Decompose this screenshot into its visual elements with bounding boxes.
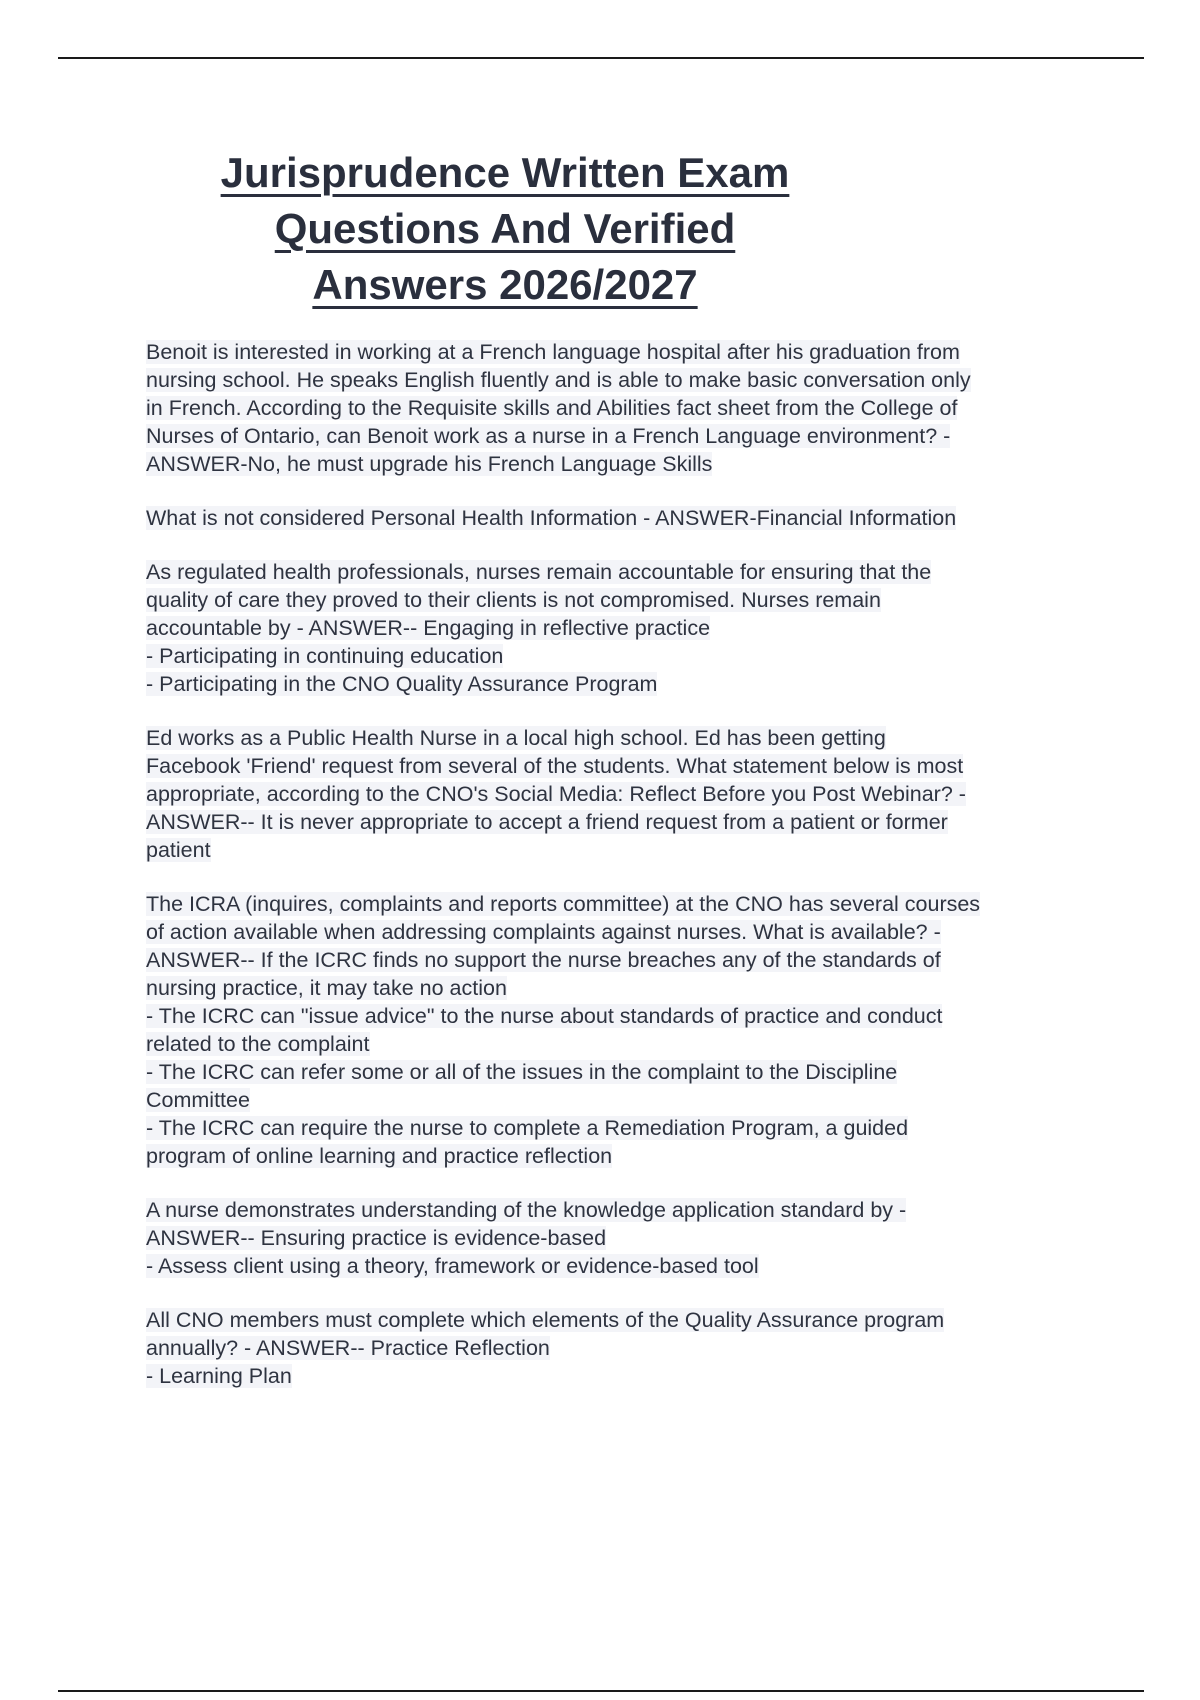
qa-item xyxy=(146,1196,1096,1280)
bottom-rule xyxy=(58,1690,1144,1692)
text-line: - The ICRC can "issue advice" to the nurse about standards of practice and conduct xyxy=(146,1004,943,1028)
text-line: ANSWER-No, he must upgrade his French Language Skills xyxy=(146,452,713,476)
text-line: ANSWER-- It is never appropriate to accept a friend request from a patient or former xyxy=(146,810,948,834)
text-line: As regulated health professionals, nurses remain accountable for ensuring that the xyxy=(146,560,932,584)
text-line: of action available when addressing complaints against nurses. What is available? - xyxy=(146,920,941,944)
text-line: related to the complaint xyxy=(146,1032,370,1056)
text-line: appropriate, according to the CNO's Social Media: Reflect Before you Post Webinar? - xyxy=(146,782,966,806)
text-line: - The ICRC can refer some or all of the issues in the complaint to the Discipline xyxy=(146,1060,898,1084)
text-line: Committee xyxy=(146,1088,250,1112)
text-line: program of online learning and practice reflection xyxy=(146,1144,613,1168)
title-line: Answers 2026/2027 xyxy=(312,261,698,308)
text-line: - Participating in continuing education xyxy=(146,644,504,668)
text-line: Ed works as a Public Health Nurse in a local high school. Ed has been getting xyxy=(146,726,886,750)
text-line: - Learning Plan xyxy=(146,1364,292,1388)
text-line: ANSWER-- If the ICRC finds no support the nurse breaches any of the standards of xyxy=(146,948,941,972)
text-line: Nurses of Ontario, can Benoit work as a nurse in a French Language environment? - xyxy=(146,424,951,448)
text-line: ANSWER-- Ensuring practice is evidence-based xyxy=(146,1226,607,1250)
text-line: annually? - ANSWER-- Practice Reflection xyxy=(146,1336,550,1360)
text-line: - Participating in the CNO Quality Assurance Program xyxy=(146,672,658,696)
text-line: nursing practice, it may take no action xyxy=(146,976,507,1000)
qa-item xyxy=(146,558,1096,698)
text-line: in French. According to the Requisite skills and Abilities fact sheet from the College of xyxy=(146,396,958,420)
text-line: All CNO members must complete which elements of the Quality Assurance program xyxy=(146,1308,945,1332)
qa-item xyxy=(146,1306,1096,1390)
text-line: What is not considered Personal Health Information - ANSWER-Financial Information xyxy=(146,506,957,530)
text-line: quality of care they proved to their clients is not compromised. Nurses remain xyxy=(146,588,881,612)
text-line: Facebook 'Friend' request from several of the students. What statement below is most xyxy=(146,754,964,778)
qa-list xyxy=(146,338,1096,1416)
top-rule xyxy=(58,57,1144,59)
document-title xyxy=(160,145,850,313)
text-line: Benoit is interested in working at a French language hospital after his graduation from xyxy=(146,340,960,364)
qa-item xyxy=(146,724,1096,864)
text-line: The ICRA (inquires, complaints and reports committee) at the CNO has several courses xyxy=(146,892,981,916)
title-line: Questions And Verified xyxy=(274,205,736,252)
text-line: patient xyxy=(146,838,211,862)
title-line: Jurisprudence Written Exam xyxy=(220,149,790,196)
text-line: - Assess client using a theory, framework or evidence-based tool xyxy=(146,1254,759,1278)
text-line: - The ICRC can require the nurse to complete a Remediation Program, a guided xyxy=(146,1116,909,1140)
qa-item xyxy=(146,890,1096,1170)
text-line: accountable by - ANSWER-- Engaging in reflective practice xyxy=(146,616,711,640)
text-line: nursing school. He speaks English fluently and is able to make basic conversation only xyxy=(146,368,971,392)
qa-item xyxy=(146,504,1096,532)
qa-item xyxy=(146,338,1096,478)
text-line: A nurse demonstrates understanding of the knowledge application standard by - xyxy=(146,1198,907,1222)
